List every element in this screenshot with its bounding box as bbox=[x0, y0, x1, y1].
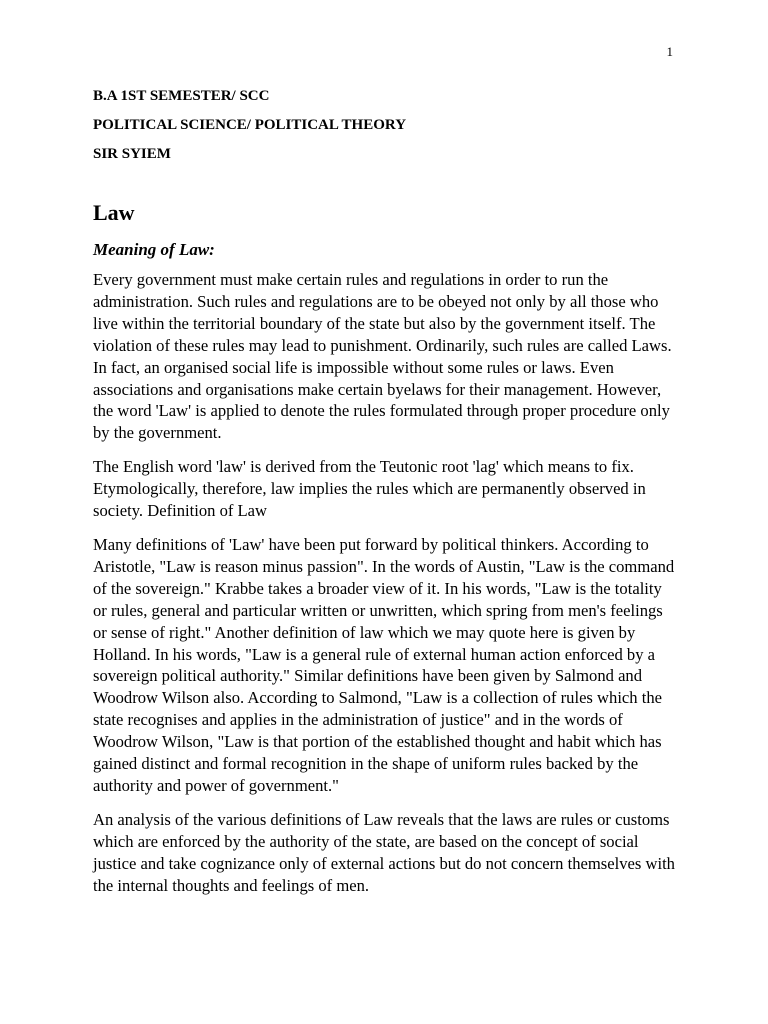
header-author-line: SIR SYIEM bbox=[93, 146, 171, 162]
paragraph-etymology: The English word 'law' is derived from the Teutonic root 'lag' which means to fix. Etymologically, therefore, law implies the rules which are permanently observed in society. Definition of Law bbox=[93, 457, 646, 521]
page-title: Law bbox=[93, 200, 135, 225]
document-header bbox=[93, 87, 693, 174]
paragraph-definitions: Many definitions of 'Law' have been put forward by political thinkers. According to Aristotle, "Law is reason minus passion". In the words of Austin, "Law is the command of the sovereign." Krabbe takes a broader view of it. In his words, "Law is the totality or rules, general and particular written or unwritten, which spring from men's feelings or sense of right." Another definition of law which we may quote here is given by Holland. In his words, "Law is a general rule of external human action enforced by a sovereign political authority." Similar definitions have been given by Salmond and Woodrow Wilson also. According to Salmond, "Law is a collection of rules which the state recognises and applies in the administration of justice" and in the words of Woodrow Wilson, "Law is that portion of the established thought and habit which has gained distinct and formal recognition in the shape of uniform rules backed by the authority and power of government." bbox=[93, 534, 675, 795]
page-number: 1 bbox=[666, 44, 673, 59]
header-subject-line: POLITICAL SCIENCE/ POLITICAL THEORY bbox=[93, 117, 407, 133]
header-course-line: B.A 1ST SEMESTER/ SCC bbox=[93, 88, 270, 104]
paragraph-analysis: An analysis of the various definitions of Law reveals that the laws are rules or customs which are enforced by the authority of the state, are based on the concept of social justice and take cognizance only of external actions but do not concern themselves with the internal thoughts and feelings of men. bbox=[93, 809, 675, 895]
section-heading: Meaning of Law: bbox=[93, 240, 215, 259]
document-body bbox=[93, 269, 675, 908]
paragraph-meaning: Every government must make certain rules and regulations in order to run the administration. Such rules and regulations are to be obeyed not only by all those who live within the territorial boundary of the state but also by the government itself. The violation of these rules may lead to punishment. Ordinarily, such rules are called Laws. In fact, an organised social life is impossible without some rules or laws. Even associations and organisations make certain byelaws for their management. However, the word 'Law' is applied to denote the rules formulated through proper procedure only by the government. bbox=[93, 270, 672, 443]
